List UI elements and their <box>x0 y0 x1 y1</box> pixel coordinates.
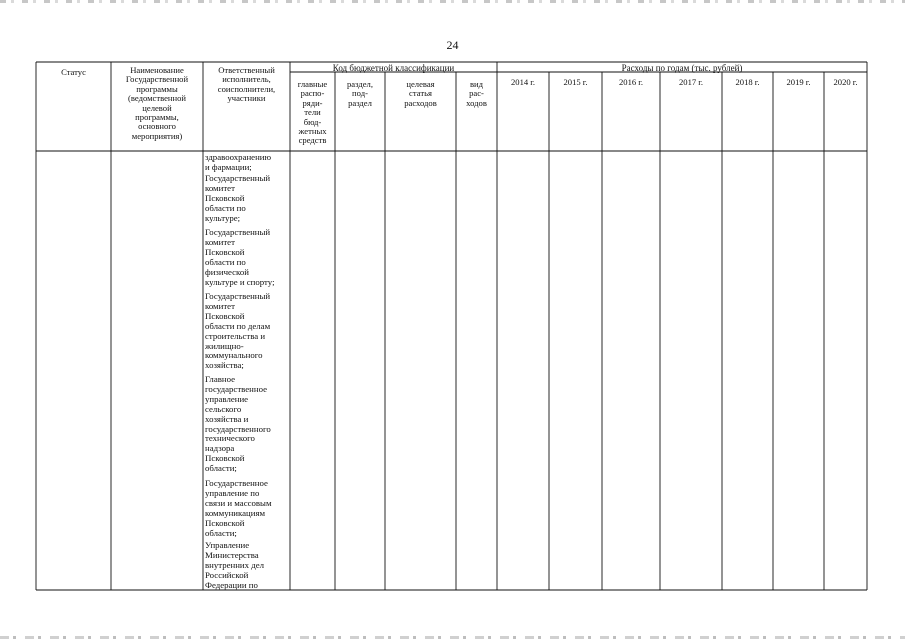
header-year-2020: 2020 г. <box>833 77 858 87</box>
executor-entry-internal-affairs: Управление Министерства внутренних дел Российской Федерации по <box>205 540 265 590</box>
header-executor: Ответственный исполнитель, соисполнители, участники <box>217 65 276 104</box>
page-number: 24 <box>446 38 459 52</box>
executor-entry-healthcare: здравоохранению и фармации; <box>205 152 272 172</box>
scan-edge-bottom <box>0 636 905 639</box>
header-expenses-group: Расходы по годам (тыс. рублей) <box>621 63 743 73</box>
header-budget-code-target: целевая статья расходов <box>404 79 437 108</box>
executor-entry-construction: Государственный комитет Псковской области по делам строительства и жилищно- коммунального хозяйства; <box>205 291 271 371</box>
header-year-2018: 2018 г. <box>735 77 760 87</box>
header-budget-code-grbs: главные распо- ряди- тели бюд- жетных средств <box>297 79 328 146</box>
header-year-2017: 2017 г. <box>678 77 704 87</box>
executor-entry-sport: Государственный комитет Псковской области по физической культуре и спорту; <box>205 227 275 287</box>
header-year-2014: 2014 г. <box>510 77 536 87</box>
header-status: Статус <box>61 67 86 77</box>
executor-entry-culture: Государственный комитет Псковской области по культуре; <box>205 173 271 223</box>
executor-entry-agriculture: Главное государственное управление сельского хозяйства и государственного технического надзора Псковской области; <box>205 374 271 474</box>
header-year-2016: 2016 г. <box>618 77 644 87</box>
executor-entry-communications: Государственное управление по связи и массовым коммуникациям Псковской области; <box>205 478 272 538</box>
header-budget-code-section: раздел, под- раздел <box>347 79 373 108</box>
header-budget-code-group: Код бюджетной классификации <box>332 63 455 73</box>
header-year-2019: 2019 г. <box>786 77 811 87</box>
header-program-name: Наименование Государственной программы (ведомственной целевой программы, основного мероприятия) <box>125 65 189 141</box>
header-year-2015: 2015 г. <box>563 77 588 87</box>
header-budget-code-type: вид рас- ходов <box>466 79 487 108</box>
